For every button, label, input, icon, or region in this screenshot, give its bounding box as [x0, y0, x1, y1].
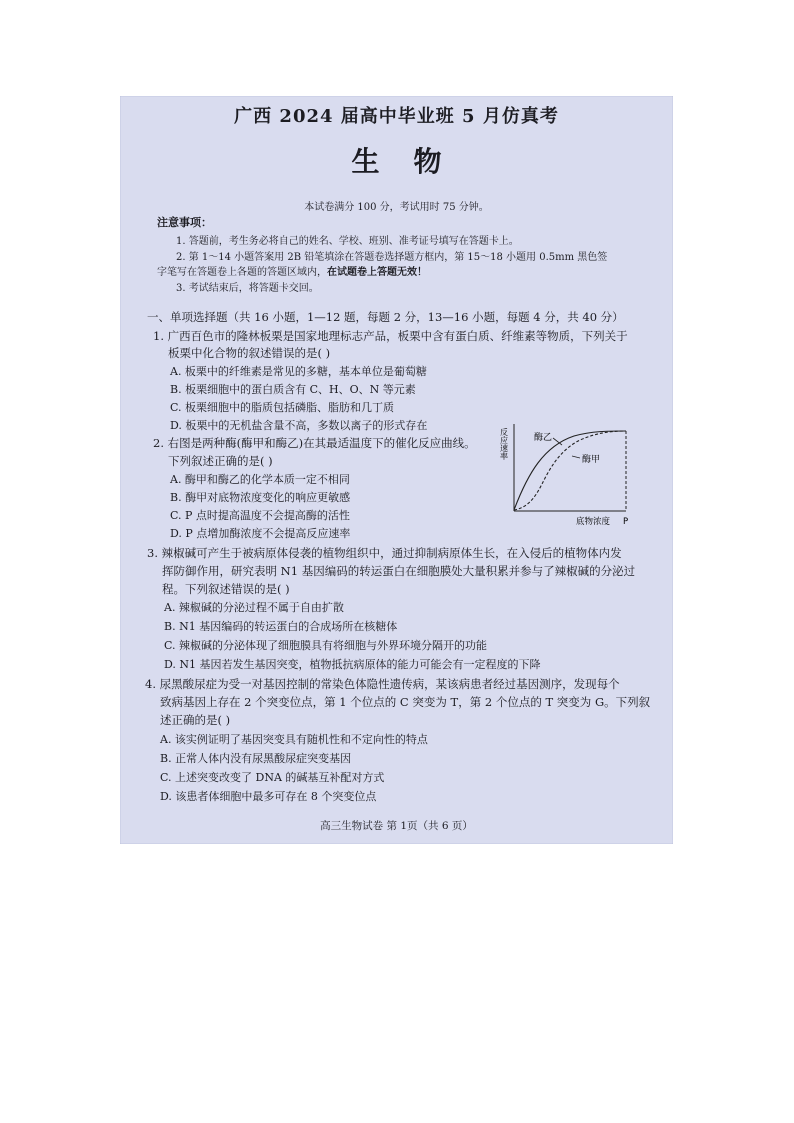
exam-title: 广西 2024 届高中毕业班 5 月仿真考 — [234, 106, 559, 127]
q3-stem-line1: 3. 辣椒碱可产生于被病原体侵袭的植物组织中，通过抑制病原体生长，在入侵后的植物体内发 — [147, 546, 622, 560]
enzyme-curve-figure — [499, 418, 634, 530]
y-axis-label: 反应速率 — [499, 428, 509, 460]
q2-stem-line1: 2. 右图是两种酶(酶甲和酶乙)在其最适温度下的催化反应曲线。 — [153, 436, 476, 450]
exam-info: 本试卷满分 100 分，考试用时 75 分钟。 — [304, 202, 489, 213]
q3-option-a: A. 辣椒碱的分泌过程不属于自由扩散 — [164, 601, 344, 614]
notice-item-2-text: 字笔写在答题卷上各题的答题区域内， — [157, 267, 327, 278]
q2-option-b: B. 酶甲对底物浓度变化的响应更敏感 — [170, 491, 351, 504]
q4-stem-line1: 4. 尿黑酸尿症为受一对基因控制的常染色体隐性遗传病，某该病患者经过基因测序，发现每个 — [145, 677, 620, 691]
q1-option-d: D. 板栗中的无机盐含量不高，多数以离子的形式存在 — [170, 419, 428, 432]
q4-stem-line3: 述正确的是( ) — [160, 713, 231, 727]
notice-item-2: 2. 第 1～14 小题答案用 2B 铅笔填涂在答题卷选择题方框内，第 15～18 小题用 0.5mm 黑色签 — [176, 252, 608, 263]
q2-stem-line2: 下列叙述正确的是( ) — [168, 454, 273, 468]
q3-stem-line3: 程。下列叙述错误的是( ) — [162, 582, 290, 596]
exam-page-photo — [120, 96, 673, 844]
q1-stem-line2: 板栗中化合物的叙述错误的是( ) — [168, 346, 331, 360]
enzyme-a-curve — [514, 431, 626, 510]
q4-option-a: A. 该实例证明了基因突变具有随机性和不定向性的特点 — [160, 733, 428, 746]
q1-option-b: B. 板栗细胞中的蛋白质含有 C、H、O、N 等元素 — [170, 383, 416, 396]
q3-option-d: D. N1 基因若发生基因突变，植物抵抗病原体的能力可能会有一定程度的下降 — [164, 658, 541, 671]
notice-item-2-cont — [157, 263, 427, 278]
notice-item-1: 1. 答题前，考生务必将自己的姓名、学校、班别、准考证号填写在答题卡上。 — [176, 236, 519, 247]
q1-stem-line1: 1. 广西百色市的隆林板栗是国家地理标志产品，板栗中含有蛋白质、纤维素等物质，下列关于 — [153, 329, 628, 343]
q3-stem-line2: 挥防御作用，研究表明 N1 基因编码的转运蛋白在细胞膜处大量积累并参与了辣椒碱的分泌过 — [162, 564, 636, 578]
page-footer: 高三生物试卷 第 1页（共 6 页） — [320, 820, 473, 832]
point-p-label: P — [623, 517, 629, 527]
notice-heading: 注意事项： — [157, 216, 212, 229]
notice-item-3: 3. 考试结束后，将答题卡交回。 — [176, 283, 319, 294]
enzyme-a-leader — [572, 456, 580, 458]
q4-option-c: C. 上述突变改变了 DNA 的碱基互补配对方式 — [160, 771, 385, 784]
q4-option-b: B. 正常人体内没有尿黑酸尿症突变基因 — [160, 752, 352, 765]
q3-option-c: C. 辣椒碱的分泌体现了细胞膜具有将细胞与外界环境分隔开的功能 — [164, 639, 488, 652]
q2-option-c: C. P 点时提高温度不会提高酶的活性 — [170, 509, 350, 522]
subject-title: 生物 — [351, 145, 476, 178]
enzyme-b-curve — [514, 431, 626, 510]
x-axis-label: 底物浓度 — [576, 517, 611, 527]
section-heading: 一、单项选择题（共 16 小题，1—12 题，每题 2 分，13—16 小题，每题 4 分，共 40 分） — [147, 310, 624, 324]
q3-option-b: B. N1 基因编码的转运蛋白的合成场所在核糖体 — [164, 620, 398, 633]
q4-stem-line2: 致病基因上存在 2 个突变位点，第 1 个位点的 C 突变为 T，第 2 个位点的 T 突变为 G。下列叙 — [160, 695, 651, 709]
q2-option-d: D. P 点增加酶浓度不会提高反应速率 — [170, 527, 351, 540]
q1-option-c: C. 板栗细胞中的脂质包括磷脂、脂肪和几丁质 — [170, 401, 395, 414]
notice-warning: 在试题卷上答题无效！ — [327, 267, 427, 278]
enzyme-b-label: 酶乙 — [534, 433, 553, 443]
enzyme-a-label: 酶甲 — [582, 455, 601, 465]
q4-option-d: D. 该患者体细胞中最多可存在 8 个突变位点 — [160, 790, 377, 803]
q1-option-a: A. 板栗中的纤维素是常见的多糖，基本单位是葡萄糖 — [170, 365, 427, 378]
q2-option-a: A. 酶甲和酶乙的化学本质一定不相同 — [170, 473, 350, 486]
